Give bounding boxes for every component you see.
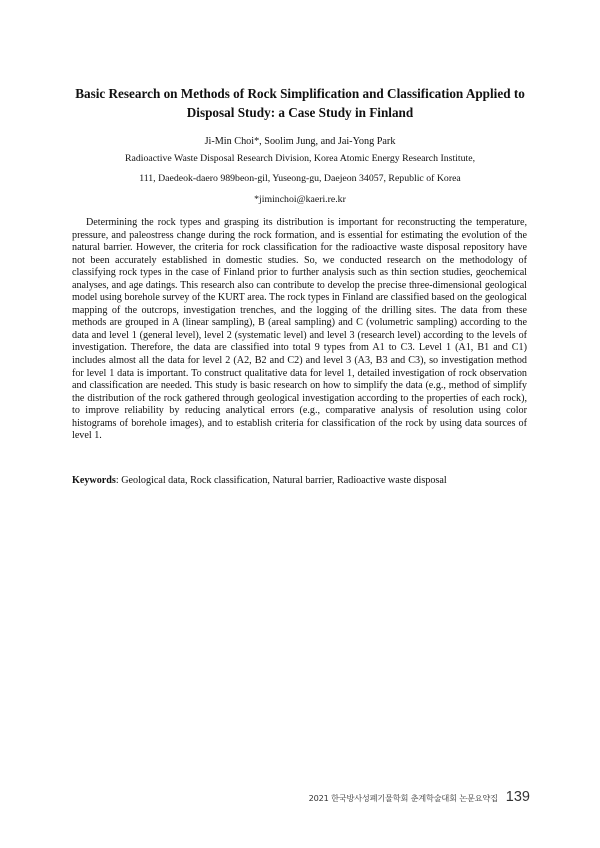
proceedings-title: 2021 한국방사성폐기물학회 춘계학술대회 논문요약집 — [308, 793, 498, 803]
page-number: 139 — [505, 789, 530, 805]
keywords-list: : Geological data, Rock classification, Natural barrier, Radioactive waste disposal — [115, 475, 447, 486]
affiliation-line-1: Radioactive Waste Disposal Research Division, Korea Atomic Energy Research Institute, — [124, 153, 476, 164]
author-list: Ji-Min Choi*, Soolim Jung, and Jai-Yong Park — [204, 136, 396, 147]
author-email: *jiminchoi@kaeri.re.kr — [254, 194, 346, 205]
keywords-label: Keywords — [72, 475, 116, 486]
affiliation-line-2: 111, Daedeok-daero 989beon-gil, Yuseong-gu, Daejeon 34057, Republic of Korea — [139, 173, 461, 184]
page-footer — [309, 789, 530, 805]
abstract-body: Determining the rock types and grasping its distribution is important for reconstructing the temperature, pressure, and paleostress change during the rock formation, and is essential for estimating the evolution of the natural barrier. However, the criteria for rock classification for the radioactive waste disposal repository have not been accurately established in domestic studies. So, we conducted research on the methodology of classifying rock types in the case of Finland prior to further analysis such as thin section studies, geochemical analyses, and age datings. This research also can contribute to develop the precise three-dimensional geological model using borehole survey of the KURT area. The rock types in Finland are classified based on the geological mapping of the outcrops, investigation trenches, and the logging of the drilling sites. The data from these methods are grouped in A (linear sampling), B (areal sampling) and C (volumetric sampling) according to the data and level 1 (general level), level 2 (systematic level) and level 3 (research level) according to the levels of investigation. Therefore, the data are classified into total 9 types from A1 to C3. Level 1 (A1, B1 and C1) includes almost all the data for level 2 (A2, B2 and C2) and level 3 (A3, B3 and C3), so investigation method for level 1 data is important. To construct qualitative data for level 1, detailed investigation of rock observation and classification are needed. This study is basic research on how to simplify the data (e.g., method of simplify the distribution of the rock gathered through geological investigation according to the properties of each rock), to improve reliability by reducing analytical errors (e.g., comparative analysis of resolution using color histograms of borehole images), and to establish criteria for classification of the rock by using data sources of level 1. — [72, 217, 527, 442]
keywords-line — [72, 474, 527, 487]
paper-title: Basic Research on Methods of Rock Simplification and Classification Applied to Disposal Study: a Case Study in Finland — [75, 86, 525, 120]
